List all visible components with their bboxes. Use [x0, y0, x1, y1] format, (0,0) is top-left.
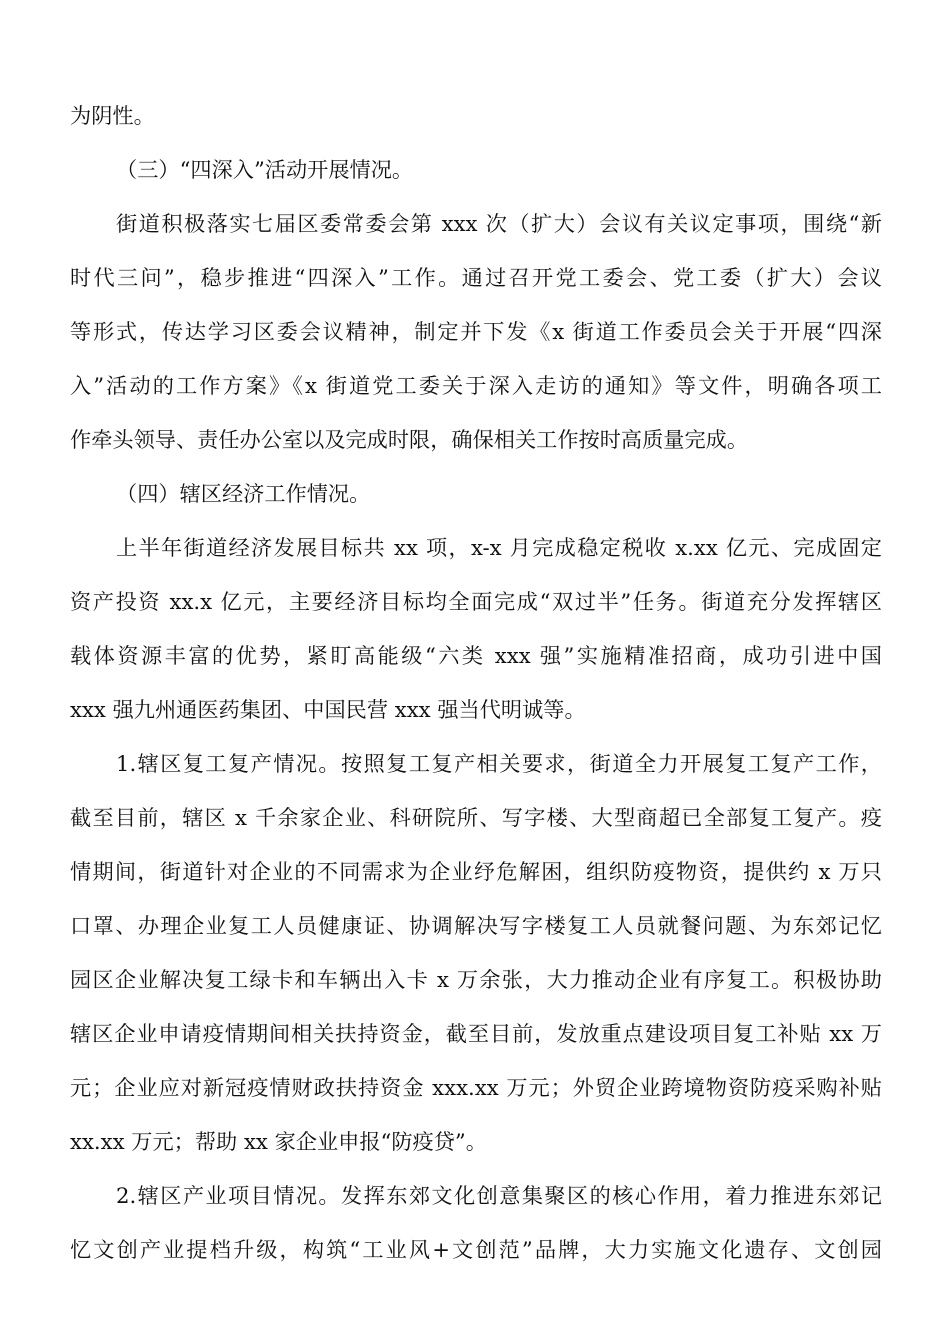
text-line: 载体资源丰富的优势，紧盯高能级“六类 xxx 强”实施精准招商，成功引进中国 [70, 643, 882, 668]
section-heading: （四）辖区经济工作情况。 [116, 481, 371, 506]
text-line: 作牵头领导、责任办公室以及完成时限，确保相关工作按时高质量完成。 [70, 427, 749, 452]
text-line: 上半年街道经济发展目标共 xx 项，x-x 月完成稳定税收 x.xx 亿元、完成固定 [116, 535, 882, 560]
text-line: 街道积极落实七届区委常委会第 xxx 次（扩大）会议有关议定事项，围绕“新 [116, 211, 882, 236]
text-line: xx.xx 万元；帮助 xx 家企业申报“防疫贷”。 [70, 1129, 487, 1154]
text-line: 资产投资 xx.x 亿元，主要经济目标均全面完成“双过半”任务。街道充分发挥辖区 [70, 589, 882, 614]
text-line: 情期间，街道针对企业的不同需求为企业纾危解困，组织防疫物资，提供约 x 万只 [70, 859, 882, 884]
text-line: 2.辖区产业项目情况。发挥东郊文化创意集聚区的核心作用，着力推进东郊记 [116, 1183, 882, 1208]
text-line: 时代三问”，稳步推进“四深入”工作。通过召开党工委会、党工委（扩大）会议 [70, 265, 882, 290]
text-line: 忆文创产业提档升级，构筑“工业风+文创范”品牌，大力实施文化遗存、文创园 [70, 1237, 882, 1262]
text-line: 入”活动的工作方案》《x 街道党工委关于深入走访的通知》等文件，明确各项工 [70, 373, 882, 398]
text-line: 为阴性。 [70, 103, 155, 128]
text-line: 元；企业应对新冠疫情财政扶持资金 xxx.xx 万元；外贸企业跨境物资防疫采购补贴 [70, 1075, 882, 1100]
text-line: 园区企业解决复工绿卡和车辆出入卡 x 万余张，大力推动企业有序复工。积极协助 [70, 967, 882, 992]
text-line: xxx 强九州通医药集团、中国民营 xxx 强当代明诚等。 [70, 697, 586, 722]
text-line: 1.辖区复工复产情况。按照复工复产相关要求，街道全力开展复工复产工作， [116, 751, 882, 776]
text-line: 辖区企业申请疫情期间相关扶持资金，截至目前，发放重点建设项目复工补贴 xx 万 [70, 1021, 882, 1046]
section-heading: （三）“四深入”活动开展情况。 [116, 157, 414, 182]
text-line: 口罩、办理企业复工人员健康证、协调解决写字楼复工人员就餐问题、为东郊记忆 [70, 913, 882, 938]
text-line: 截至目前，辖区 x 千余家企业、科研院所、写字楼、大型商超已全部复工复产。疫 [70, 805, 882, 830]
text-line: 等形式，传达学习区委会议精神，制定并下发《x 街道工作委员会关于开展“四深 [70, 319, 882, 344]
